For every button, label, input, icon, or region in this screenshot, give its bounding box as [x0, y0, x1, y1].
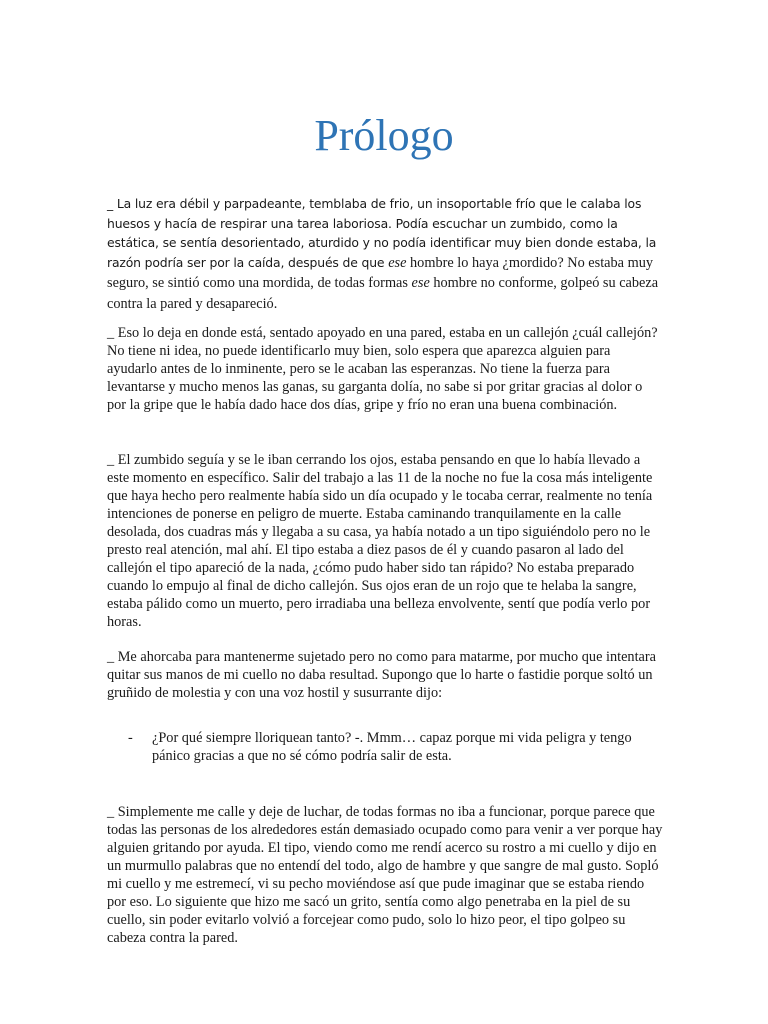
bullet-text: ¿Por qué siempre lloriquean tanto? -. Mmm… capaz porque mi vida peligra y tengo pánico gracias a que no sé cómo podría salir de esta. — [152, 730, 632, 764]
paragraph-2: _ Eso lo deja en donde está, sentado apoyado en una pared, estaba en un callejón ¿cuál callejón? No tiene ni idea, no puede identificarlo muy bien, solo espera que aparezca alguien para ayudarlo antes de lo inminente, pero se le acaban las esperanzas. No tiene la fuerza para levantarse y mucho menos las ganas, su garganta dolía, no sabe si por gritar gracias al dolor o por la gripe que le había dado hace dos días, gripe y frío no eran una buena combinación. — [107, 325, 658, 413]
paragraph-5: _ Simplemente me calle y deje de luchar, de todas formas no iba a funcionar, porque parece que todas las personas de los alrededores están demasiado ocupado como para venir a ver porque hay alguien gritando por ayuda. El tipo, viendo como me rendí acerco su rostro a mi cuello y dijo en un murmullo palabras que no entendí del todo, algo de hambre y que sangre de mal gusto. Sopló mi cuello y me estremecí, vi su pecho moviéndose así que pude imaginar que se estaba riendo por eso. Lo siguiente que hizo me sacó un grito, sentía como algo penetraba en la piel de su cuello, sin poder evitarlo volvió a forcejear como pudo, solo lo hizo peor, el tipo golpeo su cabeza contra la pared. — [107, 804, 663, 946]
paragraph-1-text-b: hombre lo haya ¿mordido? No estaba muy seguro, se sintió como una mordida, de todas formas — [107, 254, 654, 291]
paragraph-4: _ Me ahorcaba para mantenerme sujetado pero no como para matarme, por mucho que intentara quitar sus manos de mi cuello no daba resultad. Supongo que lo harte o fastidie porque soltó un gruñido de molestia y con una voz hostil y susurrante dijo: — [107, 649, 657, 701]
paragraph-1-emphasis-2: ese — [411, 275, 430, 291]
page-title: Prólogo — [314, 111, 454, 160]
paragraph-1-emphasis-1: ese — [388, 254, 407, 271]
bullet-marker: - — [128, 730, 133, 746]
paragraph-1 — [107, 194, 663, 314]
paragraph-3: _ El zumbido seguía y se le iban cerrando los ojos, estaba pensando en que lo había llevado a este momento en específico. Salir del trabajo a las 11 de la noche no fue la cosa más inteligente que haya hecho pero realmente había sido un día ocupado y le tocaba cerrar, realmente no tenía intenciones de ponerse en peligro de muerte. Estaba caminando tranquilamente en la calle desolada, dos cuadras más y llegaba a su casa, ya había notado a un tipo siguiéndolo pero no le presto real atención, mal ahí. El tipo estaba a diez pasos de él y cuando pasaron al lado del callejón el tipo apareció de la nada, ¿cómo pudo haber sido tan rápido? No estaba preparado cuando lo empujo al final de dicho callejón. Sus ojos eran de un rojo que te helaba la sangre, estaba pálido como un muerto, pero irradiaba una belleza envolvente, sentí que podía verlo por horas. — [107, 452, 653, 630]
paragraph-1-text-c: hombre no conforme, golpeó su cabeza contra la pared y desapareció. — [107, 275, 659, 312]
paragraph-1-text-a: _ La luz era débil y parpadeante, temblaba de frio, un insoportable frío que le calaba los huesos y hacía de respirar una tarea laboriosa. Podía escuchar un zumbido, como la estática, se sentía desorientado, aturdido y no podía identificar muy bien donde estaba, la razón podría ser por la caída, después de que — [107, 196, 657, 270]
